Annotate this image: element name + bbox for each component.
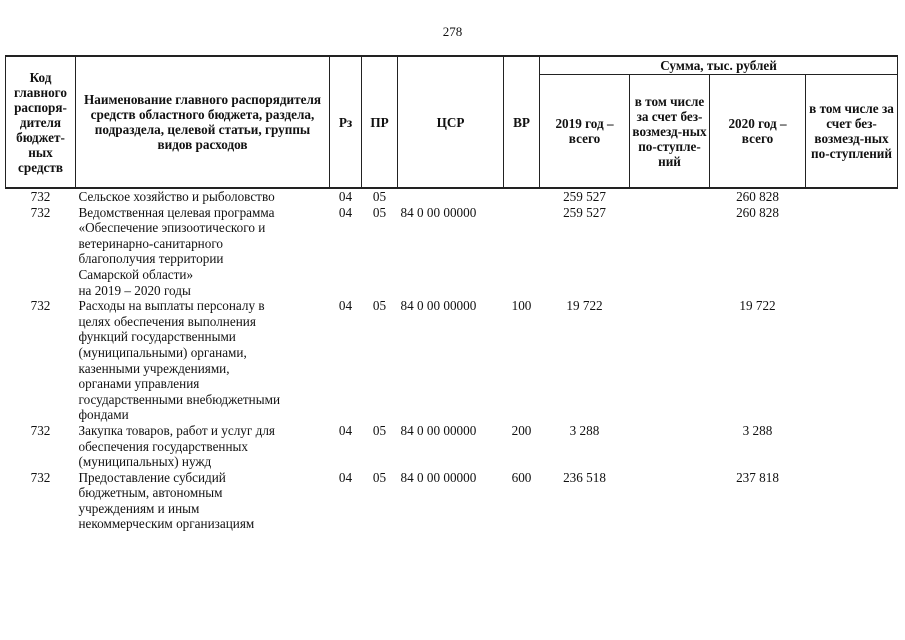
cell-free-2020 xyxy=(806,423,898,470)
name-line: «Обеспечение эпизоотического и xyxy=(78,220,266,236)
header-name: Наименование главного распорядителя средств областного бюджета, раздела, подраздела, целевой статьи, группы видов расходов xyxy=(76,56,330,188)
cell-name xyxy=(76,205,330,299)
cell-csr: 84 0 00 00000 xyxy=(400,298,477,314)
cell-sum-2019: 236 518 xyxy=(563,469,606,485)
cell-free-2019 xyxy=(630,470,710,532)
name-line: казенными учреждениями, xyxy=(78,360,230,376)
cell-code: 732 xyxy=(30,422,51,438)
cell-vr xyxy=(504,205,540,299)
name-line: (муниципальными) органами, xyxy=(78,344,247,360)
header-2019-total: 2019 год – всего xyxy=(540,75,630,189)
name-line: Сельское хозяйство и рыболовство xyxy=(78,189,275,204)
name-line: Ведомственная целевая программа xyxy=(78,204,275,220)
name-line: государственными внебюджетными xyxy=(78,391,281,407)
header-2020-total: 2020 год – всего xyxy=(710,75,806,189)
cell-rz: 04 xyxy=(338,469,353,485)
cell-name xyxy=(76,188,330,205)
cell-code: 732 xyxy=(30,469,51,485)
header-2019-free: в том числе за счет без-возмезд-ных по-ступле-ний xyxy=(630,75,710,189)
cell-free-2020 xyxy=(806,470,898,532)
cell-sum-2019: 259 527 xyxy=(563,204,606,220)
cell-free-2019 xyxy=(630,423,710,470)
page-number: 278 xyxy=(442,24,463,39)
table-header xyxy=(6,56,898,188)
header-pr: ПР xyxy=(362,56,398,188)
cell-rz: 04 xyxy=(338,422,353,438)
table-row xyxy=(6,188,898,205)
name-line: органами управления xyxy=(78,376,200,392)
table-row xyxy=(6,470,898,532)
cell-sum-2019: 3 288 xyxy=(569,422,600,438)
name-line: (муниципальных) нужд xyxy=(78,454,212,470)
name-line: ветеринарно-санитарного xyxy=(78,235,223,251)
cell-csr xyxy=(398,188,504,205)
name-line: Закупка товаров, работ и услуг для xyxy=(78,422,275,438)
cell-free-2019 xyxy=(630,188,710,205)
name-line: фондами xyxy=(78,407,129,423)
cell-name xyxy=(76,470,330,532)
cell-rz: 04 xyxy=(338,189,353,204)
name-line: благополучия территории xyxy=(78,251,224,267)
cell-code: 732 xyxy=(30,204,51,220)
cell-sum-2019: 19 722 xyxy=(566,298,603,314)
cell-free-2020 xyxy=(806,298,898,423)
cell-vr: 100 xyxy=(511,298,532,314)
cell-free-2020 xyxy=(806,188,898,205)
name-line: некоммерческим организациям xyxy=(78,516,255,532)
cell-sum-2019: 259 527 xyxy=(563,189,606,204)
cell-free-2020 xyxy=(806,205,898,299)
cell-sum-2020: 237 818 xyxy=(736,469,779,485)
table-row xyxy=(6,205,898,299)
name-line: Расходы на выплаты персоналу в xyxy=(78,298,265,314)
cell-free-2019 xyxy=(630,298,710,423)
cell-code: 732 xyxy=(30,189,51,204)
cell-sum-2020: 260 828 xyxy=(736,189,779,204)
cell-rz: 04 xyxy=(338,204,353,220)
cell-csr: 84 0 00 00000 xyxy=(400,469,477,485)
cell-csr: 84 0 00 00000 xyxy=(400,204,477,220)
header-rz: Рз xyxy=(330,56,362,188)
cell-sum-2020: 3 288 xyxy=(742,422,773,438)
cell-csr: 84 0 00 00000 xyxy=(400,422,477,438)
name-line: обеспечения государственных xyxy=(78,438,248,454)
name-line: на 2019 – 2020 годы xyxy=(78,282,191,298)
name-line: учреждениям и иным xyxy=(78,500,200,516)
cell-free-2019 xyxy=(630,205,710,299)
name-line: целях обеспечения выполнения xyxy=(78,313,256,329)
cell-sum-2020: 19 722 xyxy=(739,298,776,314)
header-csr: ЦСР xyxy=(398,56,504,188)
cell-code: 732 xyxy=(30,298,51,314)
name-line: Самарской области» xyxy=(78,266,194,282)
table-body xyxy=(6,188,898,532)
header-vr: ВР xyxy=(504,56,540,188)
budget-table xyxy=(5,55,898,532)
cell-pr: 05 xyxy=(372,469,387,485)
header-code: Код главного распоря-дителя бюджет-ных средств xyxy=(6,56,76,188)
header-2020-free: в том числе за счет без-возмезд-ных по-ступлений xyxy=(806,75,898,189)
table-row xyxy=(6,423,898,470)
cell-pr: 05 xyxy=(372,204,387,220)
cell-vr: 200 xyxy=(511,422,532,438)
cell-vr xyxy=(504,188,540,205)
name-line: бюджетным, автономным xyxy=(78,485,223,501)
cell-vr: 600 xyxy=(511,469,532,485)
cell-rz: 04 xyxy=(338,298,353,314)
name-line: Предоставление субсидий xyxy=(78,469,226,485)
cell-sum-2020: 260 828 xyxy=(736,204,779,220)
cell-pr: 05 xyxy=(372,189,387,204)
table-row xyxy=(6,298,898,423)
name-line: функций государственными xyxy=(78,329,236,345)
cell-pr: 05 xyxy=(372,298,387,314)
cell-pr: 05 xyxy=(372,422,387,438)
cell-name xyxy=(76,298,330,423)
header-sum: Сумма, тыс. рублей xyxy=(540,56,898,75)
cell-name xyxy=(76,423,330,470)
